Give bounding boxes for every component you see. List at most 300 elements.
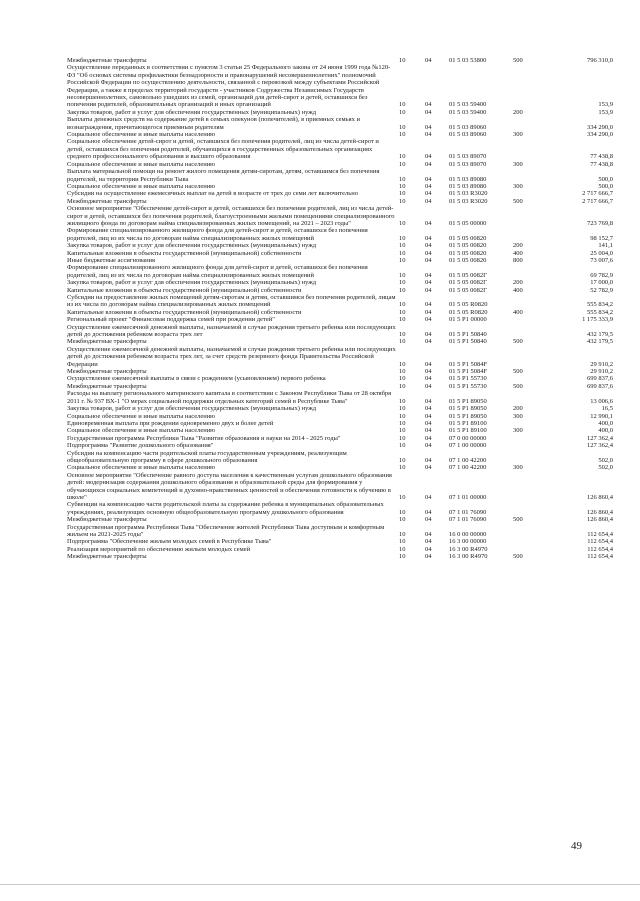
table-row	[66, 131, 614, 138]
item-name: Межбюджетные трансферты	[67, 197, 147, 205]
expense-type-code: 200	[513, 242, 523, 250]
page-number: 49	[571, 840, 582, 852]
amount: 502,0	[598, 464, 613, 472]
item-name: Расходы на выплату регионального материнского капитала в соответствии с Законом Республики Тыва от 28 октября 2011 г. № 937 ВХ-1 "О мерах социальной поддержки отдельных категорий семей в Республике Тыва"	[67, 390, 392, 405]
expense-type-code: 800	[513, 256, 523, 264]
table-row	[66, 205, 614, 227]
subsection-code: 04	[425, 101, 432, 109]
target-item-code: 07 1 00 42200	[449, 464, 487, 472]
expense-type-code	[512, 375, 548, 382]
amount: 400,0	[598, 427, 613, 435]
table-row	[66, 390, 614, 405]
expense-type-code	[512, 64, 548, 108]
table-row	[66, 264, 614, 279]
table-body	[66, 57, 614, 561]
section-code: 10	[399, 131, 406, 139]
target-item-code: 01 5 03 89060	[449, 131, 487, 139]
section-code: 10	[399, 249, 406, 257]
target-item-code: 01 5 05 0082Г	[449, 286, 487, 294]
table-row	[66, 227, 614, 242]
expense-type-code	[512, 450, 548, 465]
subsection-code: 04	[425, 242, 432, 250]
section-code: 10	[399, 516, 406, 524]
amount: 12 990,1	[590, 412, 613, 420]
subsection-code: 04	[425, 123, 432, 131]
section-code: 10	[399, 271, 406, 279]
expense-type-code	[512, 420, 548, 427]
table-row	[66, 309, 614, 316]
target-item-code: 01 5 05 00000	[449, 219, 487, 227]
subsection-code: 04	[425, 175, 432, 183]
subsection-code: 04	[425, 256, 432, 264]
subsection-code: 04	[425, 553, 432, 561]
amount: 127 362,4	[587, 442, 613, 450]
table-row	[66, 553, 614, 560]
target-item-code: 01 5 P1 89100	[449, 419, 487, 427]
table-row	[66, 338, 614, 345]
table-row	[66, 464, 614, 471]
table-row	[66, 450, 614, 465]
subsection-code: 04	[425, 427, 432, 435]
section-code: 10	[399, 442, 406, 450]
subsection-code: 04	[425, 360, 432, 368]
section-code: 10	[399, 419, 406, 427]
amount: 29 910,2	[590, 368, 613, 376]
item-name: Социальное обеспечение и иные выплаты населению	[67, 427, 216, 435]
subsection-code: 04	[425, 434, 432, 442]
expense-type-code	[512, 472, 548, 502]
expense-type-code	[512, 538, 548, 545]
subsection-code: 04	[425, 545, 432, 553]
table-row	[66, 316, 614, 323]
subsection-code: 04	[425, 286, 432, 294]
amount: 502,0	[598, 456, 613, 464]
section-code: 10	[399, 434, 406, 442]
target-item-code: 07 1 00 42200	[449, 456, 487, 464]
subsection-code: 04	[425, 405, 432, 413]
target-item-code: 16 3 00 00000	[449, 538, 487, 546]
target-item-code: 01 5 05 R0820	[449, 308, 488, 316]
section-code: 10	[399, 397, 406, 405]
item-name: Реализация мероприятий по обеспечению жильем молодых семей	[67, 545, 251, 553]
amount: 112 654,4	[587, 545, 613, 553]
table-row	[66, 420, 614, 427]
item-name: Социальное обеспечение и иные выплаты населению	[67, 160, 216, 168]
expense-type-code: 500	[513, 57, 523, 64]
item-name: Осуществление ежемесячной денежной выплаты, назначаемой в случае рождения третьего ребенка или последующих детей до достижения ребенком возраста трех лет	[67, 323, 396, 339]
amount: 796 310,0	[587, 57, 613, 64]
amount: 555 834,2	[587, 301, 613, 309]
table-row	[66, 183, 614, 190]
section-code: 10	[399, 493, 406, 501]
target-item-code: 01 5 03 59400	[449, 101, 487, 109]
section-code: 10	[399, 286, 406, 294]
section-code: 10	[399, 464, 406, 472]
table-row	[66, 161, 614, 168]
target-item-code: 01 5 05 00820	[449, 256, 487, 264]
target-item-code: 01 5 P1 5084F	[449, 368, 488, 376]
amount: 1 175 333,9	[582, 316, 613, 324]
section-code: 10	[399, 308, 406, 316]
target-item-code: 01 5 03 89070	[449, 153, 487, 161]
amount: 153,9	[598, 101, 613, 109]
item-name: Капитальные вложения в объекты государственной (муниципальной) собственности	[67, 308, 302, 316]
table-row	[66, 427, 614, 434]
expense-type-code	[512, 346, 548, 368]
item-name: Социальное обеспечение и иные выплаты населению	[67, 464, 216, 472]
section-code: 10	[399, 108, 406, 116]
table-row	[66, 279, 614, 286]
amount: 112 654,4	[587, 553, 613, 561]
table-row	[66, 516, 614, 523]
item-name: Подпрограмма "Обеспечение жильем молодых семей в Республике Тыва"	[67, 538, 272, 546]
table-row	[66, 168, 614, 183]
expense-type-code: 500	[513, 553, 523, 561]
item-name: Подпрограмма "Развитие дошкольного образования"	[67, 442, 214, 450]
scan-edge-line	[0, 884, 640, 885]
amount: 17 000,0	[590, 279, 613, 287]
item-name: Капитальные вложения в объекты государственной (муниципальной) собственности	[67, 286, 302, 294]
section-code: 10	[399, 316, 406, 324]
item-name: Осуществление ежемесячной денежной выплаты, назначаемой в случае рождения третьего ребенка или последующих детей до достижения ребенком возраста трех лет, за счет средств резервного фонда Правительства Российской Федерации	[67, 345, 396, 368]
item-name: Капитальные вложения в объекты государственной (муниципальной) собственности	[67, 249, 302, 257]
item-name: Осуществление переданных в соответствии с пунктом 3 статьи 25 Федерального закона от 24 июня 1999 года №120-ФЗ "Об основах системы профилактики безнадзорности и правонарушений несовершеннолетних" полномочий Российской Федерации по осуществлению деятельности, связанной с перевозкой между субъектами Российской Федерации, а также в пределах территорий государств - участников Содружества Независимых Государств несовершеннолетних, самовольно ушедших из семей, организаций для детей-сирот и детей, оставшихся без попечения родителей, образовательных организаций и иных организаций	[67, 64, 391, 109]
target-item-code: 01 5 P1 50840	[449, 338, 487, 346]
subsection-code: 04	[425, 279, 432, 287]
expense-type-code	[512, 442, 548, 449]
subsection-code: 04	[425, 412, 432, 420]
table-row	[66, 198, 614, 205]
target-item-code: 01 5 P1 5084F	[449, 360, 488, 368]
subsection-code: 04	[425, 160, 432, 168]
target-item-code: 01 5 03 89080	[449, 182, 487, 190]
amount: 52 782,9	[590, 286, 613, 294]
budget-table	[66, 57, 614, 561]
section-code: 10	[399, 301, 406, 309]
table-row	[66, 346, 614, 368]
amount: 73 007,6	[590, 256, 613, 264]
item-name: Межбюджетные трансферты	[67, 368, 147, 376]
target-item-code: 01 5 03 53800	[449, 57, 487, 64]
target-item-code: 01 5 P1 89050	[449, 397, 487, 405]
item-name: Закупка товаров, работ и услуг для обеспечения государственных (муниципальных) нужд	[67, 108, 317, 116]
target-item-code: 16 3 00 R4970	[449, 553, 488, 561]
item-name: Основное мероприятие "Обеспечение детей-сирот и детей, оставшихся без попечения родителей, лиц из числа детей-сирот и детей, оставшихся без попечения родителей, благоустроенными жилыми помещениями специализированного жилищного фонда по договорам найма специализированных жилых помещений, на 2021 – 2023 годы"	[67, 205, 395, 227]
table-row	[66, 546, 614, 553]
amount: 500,0	[598, 182, 613, 190]
table-row	[66, 472, 614, 502]
subsection-code: 04	[425, 182, 432, 190]
item-name: Выплаты денежных средств на содержание детей в семьях опекунов (попечителей), в приемных семьях и вознаграждения, причитающегося приемным родителям	[67, 116, 360, 131]
section-code: 10	[399, 405, 406, 413]
subsection-code: 04	[425, 249, 432, 257]
expense-type-code	[512, 524, 548, 539]
expense-type-code: 300	[513, 160, 523, 168]
target-item-code: 01 5 05 R0820	[449, 301, 488, 309]
table-row	[66, 109, 614, 116]
item-name: Основное мероприятие "Обеспечение равного доступа населения к качественным услугам дошкольного образования детей: модернизация содержания дошкольного образования и образовательной среды для формирования у обучающихся социальных компетенций и духовно-нравственных ценностей и обеспечения готовности к обучению в школе"	[67, 471, 392, 501]
section-code: 10	[399, 175, 406, 183]
expense-type-code	[512, 501, 548, 516]
subsection-code: 04	[425, 464, 432, 472]
table-row	[66, 524, 614, 539]
section-code: 10	[399, 456, 406, 464]
section-code: 10	[399, 508, 406, 516]
expense-type-code: 500	[513, 516, 523, 524]
table-row	[66, 538, 614, 545]
target-item-code: 01 5 03 89070	[449, 160, 487, 168]
amount: 112 654,4	[587, 538, 613, 546]
expense-type-code	[512, 190, 548, 197]
amount: 141,1	[598, 242, 613, 250]
expense-type-code	[512, 390, 548, 405]
target-item-code: 01 5 P1 00000	[449, 316, 487, 324]
expense-type-code	[512, 168, 548, 183]
item-name: Государственная программа Республики Тыва "Развитие образования и науки на 2014 - 2025 годы"	[67, 434, 341, 442]
item-name: Закупка товаров, работ и услуг для обеспечения государственных (муниципальных) нужд	[67, 242, 317, 250]
amount: 112 654,4	[587, 531, 613, 538]
amount: 69 782,9	[590, 271, 613, 279]
expense-type-code	[512, 116, 548, 131]
section-code: 10	[399, 123, 406, 131]
amount: 126 860,4	[587, 508, 613, 516]
table-row	[66, 250, 614, 257]
amount: 126 860,4	[587, 516, 613, 524]
section-code: 10	[399, 545, 406, 553]
subsection-code: 04	[425, 301, 432, 309]
expense-type-code	[512, 227, 548, 242]
amount: 334 290,0	[587, 123, 613, 131]
amount: 153,9	[598, 108, 613, 116]
expense-type-code	[512, 435, 548, 442]
expense-type-code: 300	[513, 427, 523, 435]
target-item-code: 16 3 00 R4970	[449, 545, 488, 553]
subsection-code: 04	[425, 442, 432, 450]
target-item-code: 01 5 P1 89050	[449, 405, 487, 413]
target-item-code: 01 5 P1 89050	[449, 412, 487, 420]
target-item-code: 01 5 05 0082Г	[449, 279, 487, 287]
section-code: 10	[399, 234, 406, 242]
subsection-code: 04	[425, 316, 432, 324]
item-name: Государственная программа Республики Тыва "Обеспечение жителей Республики Тыва доступным и комфортным жильем на 2021-2025 годы"	[67, 523, 385, 538]
subsection-code: 04	[425, 508, 432, 516]
subsection-code: 04	[425, 382, 432, 390]
table-row	[66, 138, 614, 160]
item-name: Субвенции на компенсацию части родительской платы за содержание ребенка в муниципальных образовательных учреждениях, реализующих основную общеобразовательную программу дошкольного образования	[67, 501, 384, 516]
target-item-code: 07 0 00 00000	[449, 434, 487, 442]
expense-type-code	[512, 264, 548, 279]
subsection-code: 04	[425, 368, 432, 376]
target-item-code: 01 5 03 R3020	[449, 197, 488, 205]
expense-type-code	[512, 546, 548, 553]
section-code: 10	[399, 182, 406, 190]
target-item-code: 01 5 03 59400	[449, 108, 487, 116]
section-code: 10	[399, 57, 406, 64]
subsection-code: 04	[425, 153, 432, 161]
amount: 699 837,6	[587, 382, 613, 390]
target-item-code: 07 1 01 76090	[449, 508, 487, 516]
item-name: Закупка товаров, работ и услуг для обеспечения государственных (муниципальных) нужд	[67, 405, 317, 413]
amount: 77 438,8	[590, 160, 613, 168]
item-name: Межбюджетные трансферты	[67, 382, 147, 390]
section-code: 10	[399, 219, 406, 227]
table-row	[66, 435, 614, 442]
item-name: Социальное обеспечение и иные выплаты населению	[67, 131, 216, 139]
amount: 723 769,8	[587, 219, 613, 227]
target-item-code: 01 5 05 00820	[449, 234, 487, 242]
item-name: Формирование специализированного жилищного фонда для детей-сирот и детей, оставшихся без попечения родителей, лиц из их числа по договорам найма специализированных жилых помещений	[67, 227, 368, 242]
amount: 2 717 666,7	[582, 197, 613, 205]
amount: 29 910,2	[590, 360, 613, 368]
table-row	[66, 368, 614, 375]
target-item-code: 07 1 00 00000	[449, 442, 487, 450]
expense-type-code: 400	[513, 249, 523, 257]
item-name: Иные бюджетные ассигнования	[67, 256, 156, 264]
section-code: 10	[399, 412, 406, 420]
table-row	[66, 64, 614, 108]
target-item-code: 01 5 05 00820	[449, 242, 487, 250]
target-item-code: 07 1 01 76090	[449, 516, 487, 524]
subsection-code: 04	[425, 338, 432, 346]
section-code: 10	[399, 256, 406, 264]
amount: 334 290,0	[587, 131, 613, 139]
section-code: 10	[399, 279, 406, 287]
section-code: 10	[399, 360, 406, 368]
target-item-code: 01 5 03 89060	[449, 123, 487, 131]
expense-type-code: 500	[513, 338, 523, 346]
expense-type-code: 200	[513, 108, 523, 116]
section-code: 10	[399, 242, 406, 250]
subsection-code: 04	[425, 375, 432, 383]
expense-type-code	[512, 294, 548, 309]
subsection-code: 04	[425, 57, 432, 64]
section-code: 10	[399, 160, 406, 168]
item-name: Субсидии на предоставление жилых помещений детям-сиротам и детям, оставшимся без попечения родителей, лицам из их числа по договорам найма специализированных жилых помещений	[67, 294, 396, 309]
target-item-code: 01 5 P1 50840	[449, 331, 487, 339]
subsection-code: 04	[425, 331, 432, 339]
amount: 555 834,2	[587, 308, 613, 316]
expense-type-code: 400	[513, 286, 523, 294]
subsection-code: 04	[425, 493, 432, 501]
item-name: Региональный проект "Финансовая поддержка семей при рождении детей"	[67, 316, 275, 324]
expense-type-code: 200	[513, 279, 523, 287]
section-code: 10	[399, 331, 406, 339]
amount: 432 179,5	[587, 338, 613, 346]
item-name: Социальное обеспечение детей-сирот и детей, оставшихся без попечения родителей, лиц из числа детей-сирот и детей, оставшихся без попечения родителей, обучающихся в государственных образовательных организациях среднего профессионального образования и высшего образования	[67, 138, 379, 161]
table-row	[66, 413, 614, 420]
table-row	[66, 190, 614, 197]
amount: 126 860,4	[587, 493, 613, 501]
section-code: 10	[399, 531, 406, 538]
expense-type-code	[512, 205, 548, 227]
table-row	[66, 257, 614, 264]
target-item-code: 01 5 05 0082Г	[449, 271, 487, 279]
amount: 16,5	[601, 405, 613, 413]
target-item-code: 16 0 00 00000	[449, 531, 487, 538]
table-row	[66, 501, 614, 516]
subsection-code: 04	[425, 108, 432, 116]
expense-type-code	[512, 324, 548, 339]
table-row	[66, 116, 614, 131]
expense-type-code: 300	[513, 464, 523, 472]
amount: 25 004,0	[590, 249, 613, 257]
item-name: Межбюджетные трансферты	[67, 516, 147, 524]
item-name: Социальное обеспечение и иные выплаты населению	[67, 412, 216, 420]
target-item-code: 01 5 03 R3020	[449, 190, 488, 198]
item-name: Межбюджетные трансферты	[67, 57, 147, 64]
amount: 127 362,4	[587, 434, 613, 442]
section-code: 10	[399, 338, 406, 346]
item-name: Формирование специализированного жилищного фонда для детей-сирот и детей, оставшихся без попечения родителей, лиц из их числа по договорам найма специализированных жилых помещений	[67, 264, 368, 279]
expense-type-code: 400	[513, 308, 523, 316]
amount: 432 179,5	[587, 331, 613, 339]
section-code: 10	[399, 101, 406, 109]
table-row	[66, 375, 614, 382]
target-item-code: 01 5 P1 55730	[449, 382, 487, 390]
item-name: Межбюджетные трансферты	[67, 553, 147, 561]
subsection-code: 04	[425, 516, 432, 524]
amount: 98 152,7	[590, 234, 613, 242]
item-name: Субсидии на компенсацию части родительской платы государственным учреждениям, реализующим общеобразовательную программу в сфере дошкольного образования	[67, 449, 347, 464]
section-code: 10	[399, 427, 406, 435]
subsection-code: 04	[425, 419, 432, 427]
expense-type-code: 300	[513, 182, 523, 190]
amount: 13 006,6	[590, 397, 613, 405]
expense-type-code: 200	[513, 405, 523, 413]
subsection-code: 04	[425, 308, 432, 316]
subsection-code: 04	[425, 456, 432, 464]
item-name: Социальное обеспечение и иные выплаты населению	[67, 182, 216, 190]
table-row	[66, 57, 614, 64]
table-row	[66, 287, 614, 294]
target-item-code: 01 5 05 00820	[449, 249, 487, 257]
item-name: Субсидии на осуществление ежемесячных выплат на детей в возрасте от трех до семи лет включительно	[67, 190, 358, 198]
target-item-code: 07 1 01 00000	[449, 493, 487, 501]
table-row	[66, 294, 614, 309]
subsection-code: 04	[425, 197, 432, 205]
table-row	[66, 324, 614, 339]
subsection-code: 04	[425, 271, 432, 279]
item-name: Единовременная выплата при рождении одновременно двух и более детей	[67, 419, 274, 427]
expense-type-code	[512, 316, 548, 323]
amount: 500,0	[598, 175, 613, 183]
item-name: Межбюджетные трансферты	[67, 338, 147, 346]
section-code: 10	[399, 190, 406, 198]
target-item-code: 01 5 03 89080	[449, 175, 487, 183]
item-name: Осуществление ежемесячной выплаты в связи с рождением (усыновлением) первого ребенка	[67, 375, 326, 383]
expense-type-code: 300	[513, 412, 523, 420]
amount: 77 438,8	[590, 153, 613, 161]
section-code: 10	[399, 197, 406, 205]
table-row	[66, 383, 614, 390]
subsection-code: 04	[425, 234, 432, 242]
item-name: Выплата материальной помощи на ремонт жилого помещения детям-сиротам, детям, оставшимся без попечения родителей, на территории Республики Тыва	[67, 168, 380, 183]
item-name: Закупка товаров, работ и услуг для обеспечения государственных (муниципальных) нужд	[67, 279, 317, 287]
table-row	[66, 405, 614, 412]
section-code: 10	[399, 375, 406, 383]
section-code: 10	[399, 382, 406, 390]
subsection-code: 04	[425, 531, 432, 538]
section-code: 10	[399, 538, 406, 546]
subsection-code: 04	[425, 538, 432, 546]
expense-type-code	[512, 138, 548, 160]
expense-type-code: 500	[513, 197, 523, 205]
target-item-code: 01 5 P1 55730	[449, 375, 487, 383]
amount: 400,0	[598, 419, 613, 427]
section-code: 10	[399, 153, 406, 161]
section-code: 10	[399, 553, 406, 561]
expense-type-code: 500	[513, 382, 523, 390]
